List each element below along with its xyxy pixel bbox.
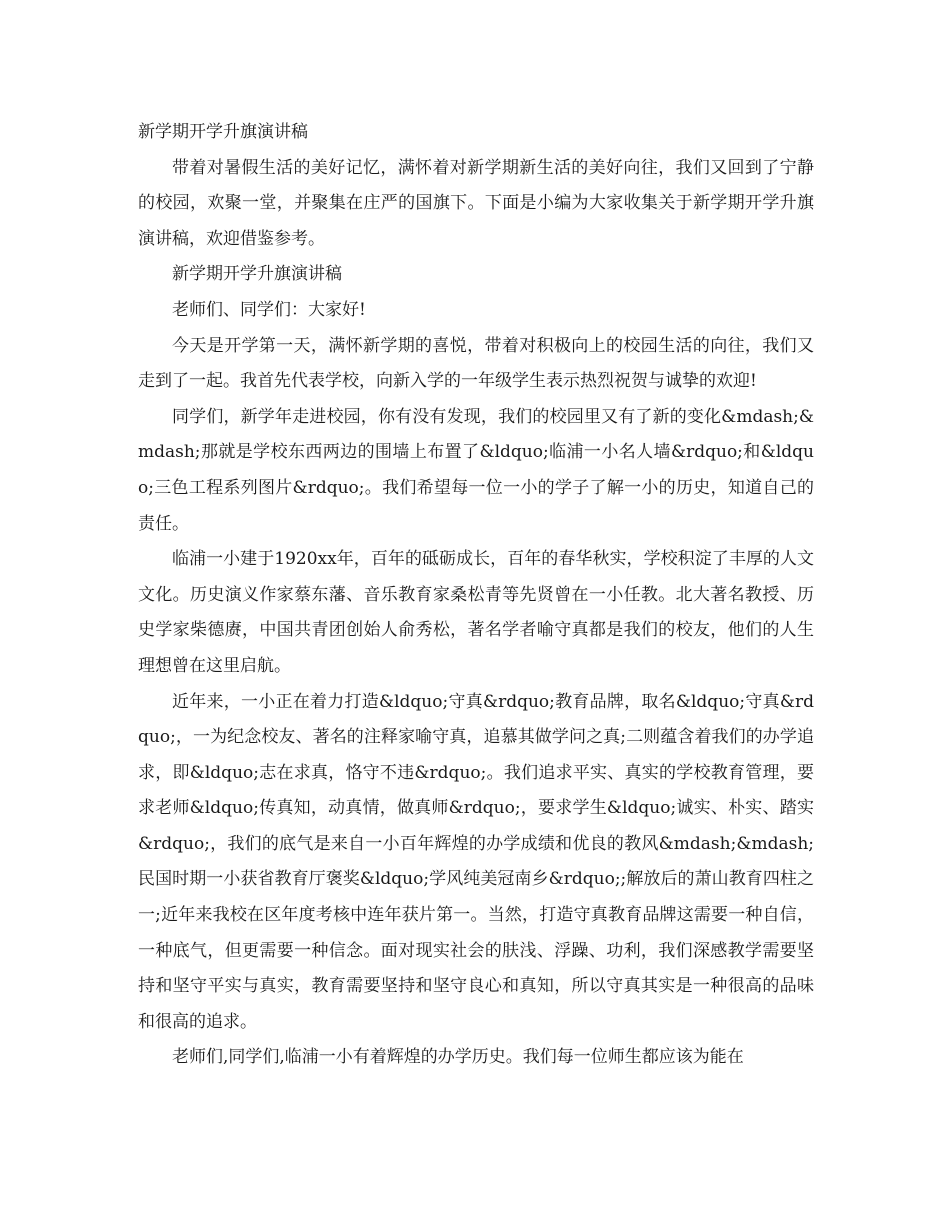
document-title: 新学期开学升旗演讲稿: [138, 122, 308, 142]
body-paragraph: 临浦一小建于1920xx年，百年的砥砺成长，百年的春华秋实，学校积淀了丰厚的人文文化。历史演义作家蔡东藩、音乐教育家桑松青等先贤曾在一小任教。北大著名教授、历史学家柴德赓，中国共青团创始人俞秀松，著名学者喻守真都是我们的校友，他们的人生理想曾在这里启航。: [138, 549, 814, 676]
greeting-paragraph: 老师们、同学们：大家好!: [172, 299, 366, 320]
body-paragraph: 老师们,同学们,临浦一小有着辉煌的办学历史。我们每一位师生都应该为能在: [172, 1047, 744, 1068]
intro-paragraph: 带着对暑假生活的美好记忆，满怀着对新学期新生活的美好向往，我们又回到了宁静的校园，欢聚一堂，并聚集在庄严的国旗下。下面是小编为大家收集关于新学期开学升旗演讲稿，欢迎借鉴参考。: [138, 157, 814, 249]
body-paragraph: 同学们，新学年走进校园，你有没有发现，我们的校园里又有了新的变化&mdash;&mdash;那就是学校东西两边的围墙上布置了&ldquo;临浦一小名人墙&rdquo;和&ldquo;三色工程系列图片&rdquo;。我们希望每一位一小的学子了解一小的历史，知道自己的责任。: [138, 406, 814, 534]
document-body: [138, 115, 814, 1076]
speech-heading: 新学期开学升旗演讲稿: [172, 264, 342, 285]
body-paragraph: 近年来，一小正在着力打造&ldquo;守真&rdquo;教育品牌，取名&ldquo;守真&rdquo;，一为纪念校友、著名的注释家喻守真，追慕其做学问之真;二则蕴含着我们的办学追求，即&ldquo;志在求真，恪守不违&rdquo;。我们追求平实、真实的学校教育管理，要求老师&ldquo;传真知，动真情，做真师&rdquo;，要求学生&ldquo;诚实、朴实、踏实&rdquo;，我们的底气是来自一小百年辉煌的办学成绩和优良的教风&mdash;&mdash;民国时期一小获省教育厅褒奖&ldquo;学风纯美冠南乡&rdquo;;解放后的萧山教育四柱之一;近年来我校在区年度考核中连年获片第一。当然，打造守真教育品牌这需要一种自信，一种底气，但更需要一种信念。面对现实社会的肤浅、浮躁、功利，我们深感教学需要坚持和坚守平实与真实，教育需要坚持和坚守良心和真知，所以守真其实是一种很高的品味和很高的追求。: [138, 691, 814, 1032]
body-paragraph: 今天是开学第一天，满怀新学期的喜悦，带着对积极向上的校园生活的向往，我们又走到了一起。我首先代表学校，向新入学的一年级学生表示热烈祝贺与诚挚的欢迎!: [138, 335, 814, 392]
